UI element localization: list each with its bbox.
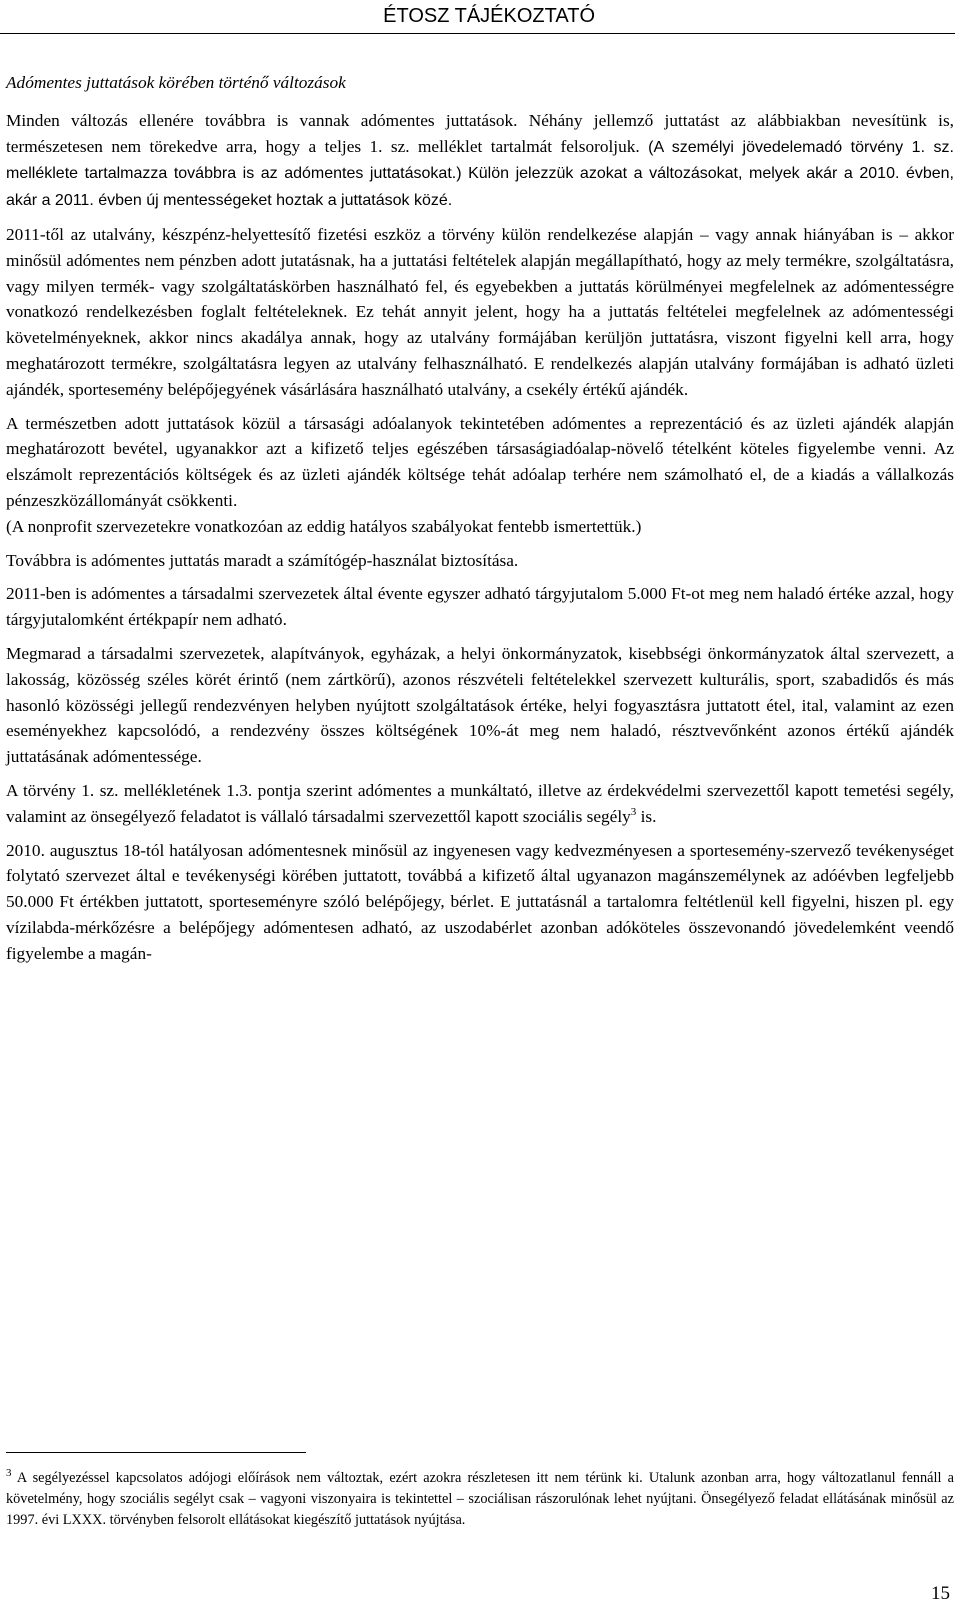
paragraph-voucher: 2011-től az utalvány, készpénz-helyettesítő fizetési eszköz a törvény külön rendelkezése alapján – vagy annak hiányában is – akkor minősül adómentes nem pénzben adott jutatásnak, ha a juttatási feltételek alapján megállapítható, hogy az mely termékre, szolgáltatásra, vagy milyen termék- vagy szolgáltatáskörben használható fel, és egyebekben a juttatás körülményei megfelelnek az adómentességre vonatkozó rendelkezésben foglalt feltételeknek. Ez tehát annyit jelent, hogy ha a juttatás feltételei megfelelnek az adómentességi követelményeknek, akkor nincs akadálya annak, hogy az utalvány formájában kerüljön juttatásra, viszont figyelni kell arra, hogy meghatározott termékre, szolgáltatásra legyen az utalvány felhasználható. E rendelkezés alapján utalvány formájában is adható üzleti ajándék, sportesemény belépőjegyének vásárlására használható utalvány, a csekély értékű ajándék.: [6, 224, 954, 399]
paragraph-sport-tickets: 2010. augusztus 18-tól hatályosan adómentesnek minősül az ingyenesen vagy kedvezményesen a sportesemény-szervező tevékenységet folytató szervezet által e tevékenységi körében juttatott, továbbá a kifizető által ugyanazon magánszemélynek az adóévben legfeljebb 50.000 Ft értékben juttatott, sporteseményre szóló belépőjegy, bérlet. E juttatásnál a tartalomra feltétlenül kell figyelni, hiszen pl. egy vízilabda-mérkőzésre a belépőjegy adómentesen adható, az uszodabérlet azonban adóköteles összevonandó jövedelemként veendő figyelembe a magán-: [6, 840, 954, 963]
page-number: 15: [931, 1583, 950, 1604]
intro-text-sans: (A személyi jövedelemadó törvény 1. sz. melléklete tartalmazza továbbra is az adómentes juttatásokat.) Külön jelezzük azokat a változásokat, melyek akár a 2010. évben, akár a 2011. évben új mentességeket hoztak a juttatások közé.: [6, 138, 954, 210]
page-header: [0, 2, 955, 34]
paragraph-social-aid: [6, 778, 954, 830]
paragraph-community-events: Megmarad a társadalmi szervezetek, alapítványok, egyházak, a helyi önkormányzatok, kisebbségi önkormányzatok által szervezett, a lakosság, közösség széles körét érintő (nem zártkörű), azonos részvételi feltételekkel szervezett kulturális, sport, szabadidős és más hasonló közösségi jellegű rendezvényen helyben nyújtott szolgáltatások értéke, helyi fogyasztásra juttatott étel, ital, valamint az ezen eseményekhez kapcsolódó, a rendezvény összes költségének 10%-át meg nem haladó, résztvevőnként azonos értékű ajándék juttatásának adómentessége.: [6, 643, 954, 767]
intro-paragraph: [6, 108, 954, 214]
social-aid-end: is.: [636, 806, 657, 826]
paragraph-award: 2011-ben is adómentes a társadalmi szervezetek által évente egyszer adható tárgyjutalom 5.000 Ft-ot meg nem haladó értéke azzal, hogy tárgyjutalomként értékpapír nem adható.: [6, 584, 954, 630]
paragraph-nonprofit-note: (A nonprofit szervezetekre vonatkozóan az eddig hatályos szabályokat fentebb ismertettük.): [6, 516, 642, 536]
paragraph-computer-use: Továbbra is adómentes juttatás maradt a számítógép-használat biztosítása.: [6, 550, 519, 570]
page-content: [6, 70, 954, 975]
footnote-reference[interactable]: 3: [630, 805, 637, 818]
intro-text-serif: Minden változás ellenére továbbra is vannak adómentes juttatások. Néhány jellemző juttatást az alábbiakban nevesítünk is, természetesen nem törekedve arra, hogy a teljes 1. sz. melléklet tartalmát felsoroljuk.: [6, 110, 954, 156]
paragraph-representation: A természetben adott juttatások közül a társasági adóalanyok tekintetében adómentes a reprezentáció és az üzleti ajándék alapján meghatározott bevétel, ugyanakkor azt a kifizető teljes egészében társaságiadóalap-növelő tételként köteles figyelembe venni. Az elszámolt reprezentációs költségek és az üzleti ajándék költsége tehát adóalap terhére nem számolható el, de a kiadás a vállalkozás pénzeszközállományát csökkenti.: [6, 413, 954, 510]
footnote-divider: [6, 1452, 306, 1453]
footnote: [6, 1468, 954, 1531]
header-title: ÉTOSZ TÁJÉKOZTATÓ: [383, 5, 595, 27]
footnote-marker: 3: [6, 1467, 12, 1480]
social-aid-text: A törvény 1. sz. mellékletének 1.3. pontja szerint adómentes a munkáltató, illetve az érdekvédelmi szervezettől kapott temetési segély, valamint az önsegélyező feladatot is vállaló társadalmi szervezettől kapott szociális segély: [6, 780, 954, 826]
section-title: Adómentes juttatások körében történő változások: [6, 73, 346, 92]
footnote-text: A segélyezéssel kapcsolatos adójogi előírások nem változtak, ezért azokra részletesen itt nem térünk ki. Utalunk azonban arra, hogy változatlanul fennáll a követelmény, hogy szociális segélyt csak – vagyoni viszonyaira is tekintettel – szociálisan rászorulónak lehet nyújtani. Önsegélyező feladat ellátásának minősül az 1997. évi LXXX. törvényben felsorolt ellátásokat kiegészítő juttatások nyújtása.: [6, 1470, 954, 1528]
